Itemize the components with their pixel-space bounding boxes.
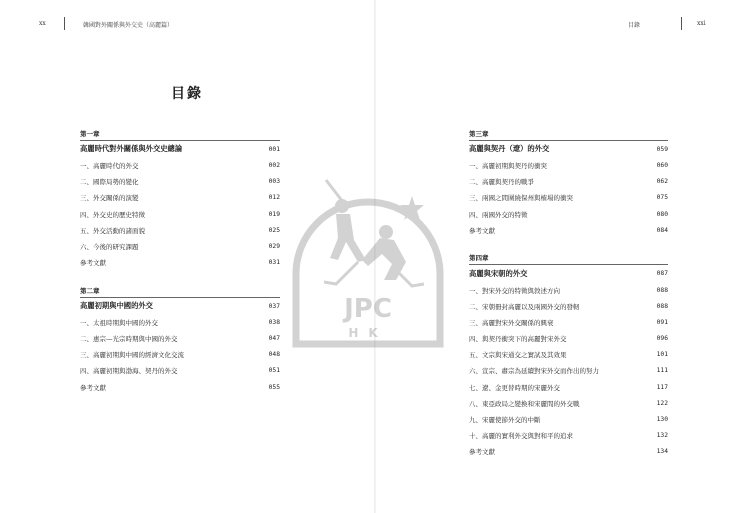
toc-entry-page: 025 <box>268 226 280 234</box>
toc-entry[interactable] <box>469 363 668 379</box>
toc-entry-page: 091 <box>656 318 668 326</box>
toc-entry-page: 075 <box>656 194 668 202</box>
toc-entry[interactable] <box>80 331 280 347</box>
toc-entry-page: 088 <box>656 286 668 294</box>
left-running-title: 韓國對外關係與外交史（高麗篇） <box>83 22 174 29</box>
toc-entry-title: 參考文獻 <box>469 226 495 235</box>
toc-entry-page: 130 <box>656 416 668 424</box>
toc-entry-title: 二、宋朝冊封高麗以及兩國外交的發軔 <box>469 302 580 311</box>
toc-entry-title: 四、高麗初期與渤海、契丹的外交 <box>80 367 178 376</box>
toc-entry-page: 019 <box>268 210 280 218</box>
chapter-heading-row[interactable] <box>469 141 668 158</box>
chapter-heading-page: 037 <box>268 302 280 310</box>
toc-entry-page: 002 <box>268 162 280 170</box>
chapter-block <box>469 128 668 238</box>
toc-entry-page: 038 <box>268 318 280 326</box>
chapter-heading-title: 高麗與宋朝的外交 <box>469 268 528 278</box>
toc-entry[interactable] <box>80 314 280 330</box>
toc-entry-page: 012 <box>268 194 280 202</box>
chapter-heading-row[interactable] <box>469 265 668 282</box>
toc-entry-page: 084 <box>656 226 668 234</box>
toc-entry[interactable] <box>80 190 280 206</box>
toc-entry-title: 五、外交活動的諸面貌 <box>80 226 145 235</box>
toc-entry[interactable] <box>469 314 668 330</box>
chapter-heading-page: 087 <box>656 270 668 278</box>
toc-entry[interactable] <box>469 282 668 298</box>
toc-entry-title: 六、宣宗、肅宗為延續對宋外交而作出的努力 <box>469 367 599 376</box>
chapter-heading-page: 059 <box>656 145 668 153</box>
toc-entry-page: 101 <box>656 351 668 359</box>
toc-entry[interactable] <box>80 255 280 271</box>
toc-entry-page: 111 <box>656 367 668 375</box>
chapter-heading-row[interactable] <box>80 141 280 158</box>
toc-entry[interactable] <box>469 206 668 222</box>
toc-entry[interactable] <box>80 379 280 395</box>
chapter-heading-row[interactable] <box>80 298 280 315</box>
chapter-heading-page: 001 <box>268 145 280 153</box>
chapter-heading-title: 高麗時代對外關係與外交史總論 <box>80 144 183 154</box>
toc-entry-page: 132 <box>656 432 668 440</box>
toc-entry-page: 051 <box>268 367 280 375</box>
watermark-jpc-text: JPC <box>344 294 392 324</box>
toc-entry-title: 三、外交關係的演變 <box>80 194 139 203</box>
left-page-number: xx <box>39 20 46 27</box>
chapter-label: 第四章 <box>469 252 668 265</box>
chapter-block <box>80 285 280 395</box>
toc-entry[interactable] <box>80 347 280 363</box>
chapter-block <box>469 252 668 460</box>
toc-entry-page: 134 <box>656 448 668 456</box>
jpc-hk-watermark-logo <box>288 162 448 352</box>
toc-entry-title: 參考文獻 <box>469 448 495 457</box>
toc-entry[interactable] <box>80 206 280 222</box>
right-header-divider <box>681 17 682 30</box>
toc-entry-title: 八、東亞政局之變換和宋麗間的外交戰 <box>469 399 580 408</box>
toc-entry-title: 一、高麗時代的外交 <box>80 162 139 171</box>
toc-entry-title: 四、兩國外交的特徵 <box>469 210 528 219</box>
toc-entry-title: 二、高麗與契丹的戰爭 <box>469 178 534 187</box>
toc-entry-title: 三、兩國之間圍繞保州與榷場的衝突 <box>469 194 573 203</box>
toc-entry-title: 參考文獻 <box>80 383 106 392</box>
toc-entry[interactable] <box>469 331 668 347</box>
toc-entry[interactable] <box>80 363 280 379</box>
toc-entry-page: 122 <box>656 399 668 407</box>
toc-entry-title: 九、宋麗使節外交的中斷 <box>469 416 541 425</box>
toc-entry-title: 三、高麗初期與中國的經濟文化交流 <box>80 351 184 360</box>
toc-entry-page: 096 <box>656 335 668 343</box>
toc-entry[interactable] <box>469 222 668 238</box>
toc-entry-page: 088 <box>656 302 668 310</box>
toc-entry-page: 117 <box>656 383 668 391</box>
toc-entry[interactable] <box>469 158 668 174</box>
chapter-block <box>80 128 280 271</box>
toc-entry-page: 055 <box>268 383 280 391</box>
toc-entry[interactable] <box>469 190 668 206</box>
toc-entry[interactable] <box>469 395 668 411</box>
right-running-title: 目錄 <box>628 22 641 29</box>
toc-entry-page: 029 <box>268 243 280 251</box>
toc-entry[interactable] <box>469 411 668 427</box>
toc-right-column <box>469 128 668 474</box>
toc-entry-title: 三、高麗對宋外交關係的興衰 <box>469 318 554 327</box>
toc-entry[interactable] <box>469 444 668 460</box>
toc-entry-title: 二、惠宗—光宗時期與中國的外交 <box>80 335 178 344</box>
toc-entry[interactable] <box>80 158 280 174</box>
toc-entry-title: 十、高麗的實利外交與對和平的追求 <box>469 432 573 441</box>
toc-entry[interactable] <box>469 298 668 314</box>
watermark-hk-text: HK <box>348 326 388 340</box>
toc-entry-title: 一、高麗初期與契丹的衝突 <box>469 162 547 171</box>
right-page-number: xxi <box>697 20 706 27</box>
toc-entry-page: 048 <box>268 351 280 359</box>
toc-entry-title: 二、國際局勢的變化 <box>80 178 139 187</box>
toc-entry-title: 參考文獻 <box>80 259 106 268</box>
toc-entry-title: 一、太祖時期與中國的外交 <box>80 318 158 327</box>
toc-entry[interactable] <box>80 222 280 238</box>
page-title: 目錄 <box>171 86 203 102</box>
chapter-heading-title: 高麗初期與中國的外交 <box>80 301 153 311</box>
chapter-heading-title: 高麗與契丹（遼）的外交 <box>469 144 550 154</box>
toc-entry-title: 四、外交史的歷史特徵 <box>80 210 145 219</box>
toc-entry[interactable] <box>469 347 668 363</box>
toc-entry-title: 一、對宋外交的特徵與敘述方向 <box>469 286 560 295</box>
toc-entry-page: 003 <box>268 178 280 186</box>
toc-entry-title: 六、今後的研究課題 <box>80 243 139 252</box>
toc-entry-title: 四、與契丹衝突下的高麗對宋外交 <box>469 335 567 344</box>
toc-entry-page: 062 <box>656 178 668 186</box>
toc-entry[interactable] <box>80 174 280 190</box>
toc-entry-page: 031 <box>268 259 280 267</box>
polo-players-icon <box>324 180 424 286</box>
toc-left-column <box>80 128 280 409</box>
toc-entry-page: 080 <box>656 210 668 218</box>
toc-entry-title: 七、遼、金更替時期的宋麗外交 <box>469 383 560 392</box>
toc-entry[interactable] <box>469 379 668 395</box>
toc-entry[interactable] <box>80 238 280 254</box>
toc-entry-page: 060 <box>656 162 668 170</box>
toc-entry[interactable] <box>469 174 668 190</box>
chapter-label: 第三章 <box>469 128 668 141</box>
toc-entry-page: 047 <box>268 335 280 343</box>
chapter-label: 第一章 <box>80 128 280 141</box>
toc-entry-title: 五、文宗與宋通交之實試及其效果 <box>469 351 567 360</box>
chapter-label: 第二章 <box>80 285 280 298</box>
left-header-divider <box>64 17 65 30</box>
toc-entry[interactable] <box>469 428 668 444</box>
